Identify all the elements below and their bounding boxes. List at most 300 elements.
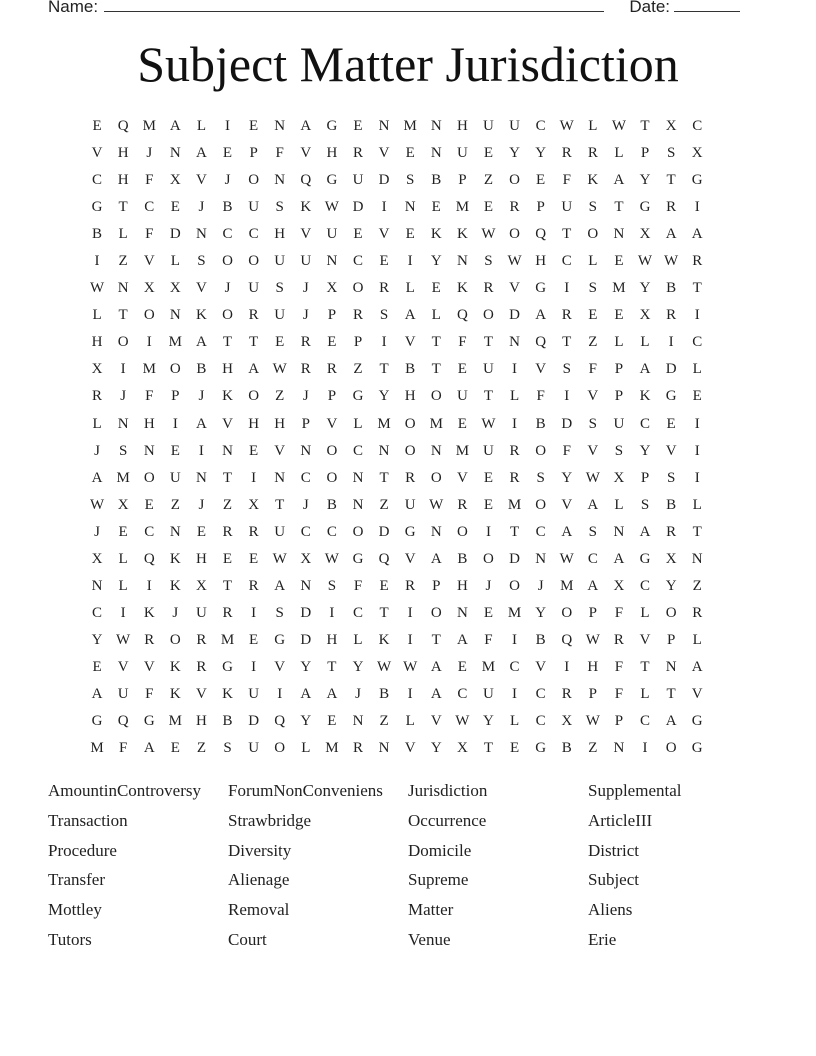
- grid-letter: R: [509, 442, 520, 459]
- grid-letter: A: [665, 713, 677, 730]
- grid-letter: C: [535, 685, 546, 702]
- grid-letter: P: [588, 685, 597, 702]
- grid-letter: H: [117, 172, 129, 189]
- grid-letter: A: [248, 361, 260, 378]
- grid-letter: V: [196, 280, 207, 297]
- grid-letter: A: [456, 631, 468, 648]
- grid-letter: C: [640, 713, 651, 730]
- grid-letter: C: [561, 253, 572, 270]
- grid-letter: I: [694, 307, 700, 324]
- grid-letter: I: [120, 604, 126, 621]
- grid-letter: I: [94, 253, 100, 270]
- grid-letter: H: [404, 388, 416, 405]
- grid-letter: C: [144, 199, 155, 216]
- grid-letter: F: [536, 388, 545, 405]
- grid-letter: S: [275, 604, 284, 621]
- grid-letter: G: [404, 523, 416, 540]
- grid-letter: R: [666, 199, 677, 216]
- grid-letter: B: [666, 280, 677, 297]
- grid-letter: I: [407, 685, 413, 702]
- grid-letter: V: [300, 145, 312, 162]
- grid-letter: S: [588, 199, 597, 216]
- date-label: Date:: [629, 0, 670, 16]
- grid-letter: L: [692, 496, 702, 513]
- grid-letter: R: [300, 334, 311, 351]
- grid-letter: S: [666, 469, 676, 486]
- grid-letter: T: [222, 334, 233, 351]
- grid-letter: G: [352, 550, 364, 567]
- grid-letter: M: [142, 361, 156, 378]
- grid-letter: C: [457, 685, 468, 702]
- word-list-item: Supreme: [408, 870, 469, 890]
- grid-letter: Z: [275, 388, 285, 405]
- grid-letter: K: [456, 226, 468, 243]
- grid-letter: L: [353, 631, 363, 648]
- grid-letter: J: [537, 577, 544, 594]
- grid-letter: S: [275, 199, 284, 216]
- grid-letter: W: [376, 658, 392, 675]
- grid-letter: I: [172, 415, 178, 432]
- grid-letter: C: [535, 118, 546, 134]
- grid-letter: E: [92, 658, 102, 675]
- grid-letter: I: [407, 253, 413, 270]
- grid-letter: P: [353, 334, 363, 351]
- grid-letter: R: [483, 280, 494, 297]
- grid-letter: C: [352, 442, 363, 459]
- grid-letter: R: [692, 604, 703, 621]
- grid-letter: G: [665, 388, 677, 405]
- grid-letter: U: [509, 118, 520, 134]
- grid-letter: O: [430, 469, 442, 486]
- grid-letter: N: [222, 442, 233, 459]
- grid-letter: W: [611, 118, 626, 134]
- grid-letter: R: [92, 388, 103, 405]
- grid-letter: R: [587, 145, 598, 162]
- grid-letter: K: [300, 199, 312, 216]
- grid-letter: D: [300, 604, 312, 621]
- grid-letter: E: [536, 172, 546, 189]
- grid-letter: E: [327, 334, 337, 351]
- grid-letter: B: [405, 361, 416, 378]
- grid-letter: Q: [561, 631, 573, 648]
- grid-letter: L: [692, 361, 702, 378]
- grid-letter: V: [117, 658, 129, 675]
- grid-letter: U: [248, 685, 260, 702]
- grid-letter: X: [456, 740, 468, 757]
- grid-letter: J: [198, 496, 205, 513]
- grid-letter: H: [91, 334, 103, 351]
- grid-letter: J: [224, 280, 231, 297]
- grid-letter: G: [639, 199, 651, 216]
- grid-letter: R: [613, 631, 624, 648]
- grid-letter: G: [352, 388, 364, 405]
- grid-letter: A: [196, 334, 207, 351]
- grid-letter: U: [169, 469, 181, 486]
- grid-letter: K: [169, 550, 181, 567]
- grid-letter: G: [535, 280, 547, 297]
- grid-letter: X: [613, 577, 625, 594]
- grid-letter: X: [561, 713, 573, 730]
- grid-letter: T: [666, 172, 676, 189]
- grid-letter: L: [614, 145, 624, 162]
- grid-letter: N: [169, 307, 181, 324]
- grid-letter: V: [404, 334, 416, 351]
- grid-letter: E: [170, 199, 180, 216]
- grid-letter: U: [561, 199, 573, 216]
- grid-letter: V: [535, 361, 547, 378]
- grid-letter: E: [666, 415, 676, 432]
- grid-letter: M: [403, 118, 417, 134]
- grid-letter: W: [324, 550, 339, 567]
- grid-letter: W: [89, 280, 105, 297]
- grid-letter: B: [535, 415, 546, 432]
- grid-letter: A: [665, 226, 677, 243]
- grid-letter: Y: [300, 713, 312, 730]
- grid-letter: B: [222, 199, 233, 216]
- grid-letter: R: [561, 307, 572, 324]
- grid-letter: N: [352, 469, 364, 486]
- grid-letter: R: [509, 469, 520, 486]
- grid-letter: O: [352, 280, 364, 297]
- grid-letter: K: [169, 577, 181, 594]
- grid-letter: C: [92, 604, 103, 621]
- grid-letter: W: [429, 496, 444, 513]
- grid-letter: V: [196, 172, 207, 189]
- grid-letter: J: [120, 388, 127, 405]
- grid-letter: O: [509, 172, 520, 189]
- grid-letter: H: [326, 145, 338, 162]
- name-line[interactable]: [104, 0, 604, 12]
- grid-letter: T: [666, 685, 676, 702]
- page-title: Subject Matter Jurisdiction: [137, 36, 679, 92]
- grid-letter: R: [405, 469, 416, 486]
- grid-letter: R: [457, 496, 468, 513]
- grid-letter: X: [248, 496, 260, 513]
- grid-letter: U: [613, 415, 625, 432]
- grid-letter: E: [457, 658, 467, 675]
- grid-letter: E: [483, 145, 494, 162]
- grid-letter: T: [222, 469, 233, 486]
- grid-letter: I: [251, 469, 257, 486]
- grid-letter: M: [455, 199, 470, 216]
- grid-letter: L: [692, 631, 702, 648]
- grid-letter: A: [274, 577, 286, 594]
- grid-letter: E: [457, 415, 467, 432]
- grid-letter: O: [509, 577, 520, 594]
- word-list-item: Subject: [588, 870, 639, 890]
- grid-letter: V: [196, 685, 207, 702]
- grid-letter: Y: [483, 713, 494, 730]
- grid-letter: D: [378, 172, 390, 189]
- grid-letter: M: [168, 334, 182, 351]
- grid-letter: B: [379, 685, 390, 702]
- grid-letter: A: [639, 523, 651, 540]
- grid-letter: N: [274, 469, 286, 486]
- word-list-item: Supplemental: [588, 781, 682, 800]
- grid-letter: O: [143, 469, 155, 486]
- grid-letter: V: [378, 145, 390, 162]
- grid-letter: N: [691, 550, 703, 567]
- grid-letter: E: [405, 226, 415, 243]
- grid-letter: L: [614, 496, 624, 513]
- grid-letter: A: [169, 118, 181, 134]
- grid-letter: K: [378, 631, 390, 648]
- grid-letter: G: [535, 740, 547, 757]
- grid-letter: T: [249, 334, 259, 351]
- grid-letter: F: [145, 685, 154, 702]
- grid-letter: L: [196, 118, 206, 134]
- grid-letter: S: [275, 280, 284, 297]
- grid-letter: A: [639, 361, 651, 378]
- name-field[interactable]: [48, 0, 604, 17]
- grid-letter: U: [404, 496, 416, 513]
- grid-letter: E: [405, 145, 415, 162]
- grid-letter: C: [509, 658, 520, 675]
- grid-letter: F: [614, 658, 624, 675]
- grid-letter: L: [640, 604, 650, 621]
- grid-letter: P: [614, 713, 624, 730]
- grid-letter: N: [274, 118, 286, 134]
- grid-letter: R: [248, 307, 259, 324]
- grid-letter: P: [640, 145, 650, 162]
- grid-letter: H: [535, 253, 547, 270]
- word-list-item: ForumNonConveniens: [228, 781, 383, 800]
- grid-letter: J: [198, 199, 205, 216]
- grid-letter: L: [509, 713, 520, 730]
- grid-letter: R: [666, 523, 677, 540]
- grid-letter: M: [90, 740, 104, 757]
- grid-letter: E: [692, 388, 702, 405]
- grid-letter: J: [302, 307, 309, 324]
- grid-letter: E: [222, 550, 233, 567]
- word-list-item: Procedure: [48, 840, 117, 860]
- grid-letter: Y: [378, 388, 390, 405]
- grid-letter: B: [222, 713, 233, 730]
- grid-letter: U: [248, 280, 260, 297]
- grid-letter: N: [196, 226, 207, 243]
- grid-letter: P: [432, 577, 441, 594]
- grid-letter: J: [198, 388, 205, 405]
- grid-letter: E: [353, 118, 363, 134]
- word-list-item: Removal: [228, 900, 290, 920]
- grid-letter: O: [143, 307, 155, 324]
- grid-letter: H: [274, 415, 286, 432]
- grid-letter: T: [483, 334, 494, 351]
- grid-letter: K: [222, 388, 233, 405]
- grid-letter: F: [275, 145, 284, 162]
- grid-letter: Z: [379, 713, 389, 730]
- grid-letter: X: [326, 280, 338, 297]
- date-line[interactable]: [674, 0, 740, 12]
- grid-letter: X: [300, 550, 312, 567]
- grid-letter: C: [248, 226, 259, 243]
- grid-letter: K: [169, 658, 181, 675]
- grid-letter: V: [430, 713, 442, 730]
- grid-letter: P: [614, 388, 624, 405]
- grid-letter: K: [430, 226, 442, 243]
- grid-letter: P: [327, 388, 337, 405]
- grid-letter: E: [483, 496, 494, 513]
- grid-letter: B: [457, 550, 468, 567]
- grid-letter: N: [456, 253, 468, 270]
- grid-letter: G: [691, 740, 703, 757]
- word-list-item: Jurisdiction: [408, 781, 488, 800]
- grid-letter: C: [92, 172, 103, 189]
- grid-letter: A: [91, 469, 103, 486]
- grid-letter: E: [483, 604, 494, 621]
- grid-letter: A: [404, 307, 416, 324]
- grid-letter: N: [300, 577, 312, 594]
- word-list-item: Aliens: [588, 900, 633, 920]
- grid-letter: Z: [483, 172, 494, 189]
- grid-letter: X: [196, 577, 207, 594]
- grid-letter: E: [170, 442, 180, 459]
- grid-letter: C: [222, 226, 233, 243]
- grid-letter: O: [169, 361, 181, 378]
- grid-letter: T: [222, 577, 233, 594]
- grid-letter: I: [198, 442, 204, 459]
- grid-letter: G: [326, 118, 338, 134]
- grid-letter: O: [665, 604, 677, 621]
- grid-letter: M: [220, 631, 235, 648]
- grid-letter: E: [92, 118, 102, 134]
- grid-letter: I: [251, 658, 257, 675]
- grid-letter: P: [249, 145, 258, 162]
- grid-letter: W: [403, 658, 418, 675]
- grid-letter: U: [483, 118, 494, 134]
- grid-letter: N: [430, 523, 442, 540]
- grid-letter: W: [507, 253, 522, 270]
- grid-letter: E: [118, 523, 128, 540]
- grid-letter: U: [326, 226, 338, 243]
- grid-letter: H: [456, 577, 468, 594]
- grid-letter: B: [92, 226, 103, 243]
- grid-letter: Y: [300, 658, 312, 675]
- grid-letter: T: [118, 199, 128, 216]
- grid-letter: W: [272, 361, 287, 378]
- grid-letter: S: [223, 740, 232, 757]
- grid-letter: P: [614, 361, 624, 378]
- grid-letter: V: [665, 442, 677, 459]
- grid-letter: T: [562, 226, 572, 243]
- grid-letter: T: [379, 361, 389, 378]
- grid-letter: S: [379, 307, 389, 324]
- grid-letter: W: [637, 253, 653, 270]
- grid-letter: J: [485, 577, 492, 594]
- grid-letter: W: [585, 469, 600, 486]
- grid-letter: C: [352, 253, 363, 270]
- grid-letter: L: [92, 307, 102, 324]
- date-field[interactable]: [629, 0, 740, 17]
- grid-letter: I: [146, 577, 152, 594]
- grid-letter: G: [222, 658, 233, 675]
- grid-letter: U: [483, 361, 494, 378]
- grid-letter: A: [143, 740, 155, 757]
- word-list-item: Strawbridge: [228, 810, 312, 830]
- grid-letter: O: [535, 442, 547, 459]
- grid-letter: O: [404, 442, 416, 459]
- grid-letter: J: [355, 685, 361, 702]
- grid-letter: J: [224, 172, 231, 189]
- grid-letter: E: [144, 496, 154, 513]
- grid-letter: R: [666, 307, 677, 324]
- grid-letter: Z: [118, 253, 128, 270]
- grid-letter: L: [431, 307, 441, 324]
- grid-letter: N: [196, 469, 207, 486]
- grid-letter: X: [91, 361, 103, 378]
- grid-letter: Z: [588, 740, 598, 757]
- grid-letter: W: [559, 550, 574, 567]
- grid-letter: R: [248, 577, 259, 594]
- grid-letter: I: [512, 361, 518, 378]
- grid-letter: G: [143, 713, 155, 730]
- grid-letter: G: [91, 713, 103, 730]
- grid-letter: L: [92, 415, 102, 432]
- grid-letter: E: [431, 280, 441, 297]
- grid-letter: D: [352, 199, 364, 216]
- grid-letter: F: [562, 172, 571, 189]
- grid-letter: V: [456, 469, 468, 486]
- grid-letter: O: [483, 307, 494, 324]
- grid-letter: M: [142, 118, 156, 134]
- grid-letter: E: [275, 334, 285, 351]
- grid-letter: T: [509, 523, 520, 540]
- grid-letter: U: [274, 253, 286, 270]
- grid-letter: I: [694, 442, 700, 459]
- grid-letter: F: [145, 388, 154, 405]
- grid-letter: J: [146, 145, 153, 162]
- grid-letter: X: [169, 280, 181, 297]
- grid-letter: E: [614, 253, 624, 270]
- grid-letter: A: [326, 685, 338, 702]
- grid-letter: Q: [535, 226, 547, 243]
- grid-letter: O: [430, 604, 442, 621]
- grid-letter: K: [639, 388, 651, 405]
- grid-letter: A: [535, 307, 547, 324]
- grid-letter: Y: [665, 577, 677, 594]
- grid-letter: Z: [196, 740, 206, 757]
- grid-letter: T: [431, 631, 441, 648]
- grid-letter: U: [352, 172, 364, 189]
- grid-letter: I: [225, 118, 231, 134]
- grid-letter: Y: [430, 740, 442, 757]
- grid-letter: Q: [300, 172, 312, 189]
- grid-letter: E: [196, 523, 206, 540]
- grid-letter: Z: [588, 334, 598, 351]
- word-list-item: Transaction: [48, 810, 128, 830]
- grid-letter: S: [484, 253, 493, 270]
- grid-letter: L: [353, 415, 363, 432]
- grid-letter: Q: [117, 118, 129, 134]
- grid-letter: C: [640, 415, 651, 432]
- grid-letter: O: [274, 740, 286, 757]
- grid-letter: I: [329, 604, 335, 621]
- grid-letter: F: [458, 334, 467, 351]
- grid-letter: G: [274, 631, 286, 648]
- grid-letter: W: [481, 415, 496, 432]
- grid-letter: O: [430, 388, 442, 405]
- grid-letter: E: [249, 442, 259, 459]
- grid-letter: M: [507, 496, 522, 513]
- grid-letter: R: [300, 361, 311, 378]
- grid-letter: V: [404, 740, 416, 757]
- grid-letter: K: [143, 604, 155, 621]
- grid-letter: T: [614, 199, 624, 216]
- grid-letter: O: [535, 496, 547, 513]
- grid-letter: O: [248, 253, 260, 270]
- grid-letter: N: [378, 118, 390, 134]
- word-list-item: Transfer: [48, 870, 105, 890]
